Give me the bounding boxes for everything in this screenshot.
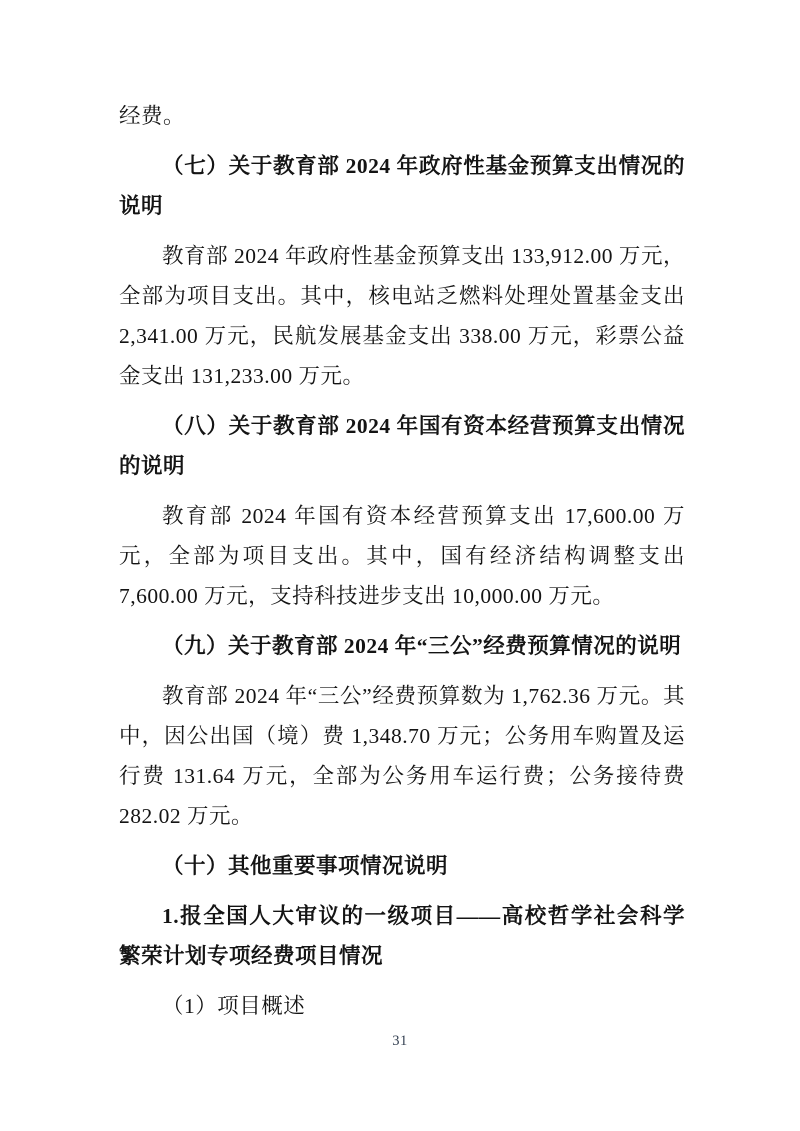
paragraph-project-overview-label: （1）项目概述 [162, 994, 306, 1018]
paragraph-continuation-funds: 经费。 [119, 104, 186, 128]
subheading-npc-reviewed-project: 1.报全国人大审议的一级项目——高校哲学社会科学繁荣计划专项经费项目情况 [119, 904, 685, 968]
paragraph-state-capital-budget-detail: 教育部 2024 年国有资本经营预算支出 17,600.00 万元，全部为项目支出。其中，国有经济结构调整支出 7,600.00 万元，支持科技进步支出 10,000.00 万元。 [119, 504, 685, 608]
section-heading-7-government-funds-budget: （七）关于教育部 2024 年政府性基金预算支出情况的说明 [119, 154, 685, 218]
section-heading-10-other-important-matters: （十）其他重要事项情况说明 [162, 854, 449, 878]
section-heading-8-state-capital-budget: （八）关于教育部 2024 年国有资本经营预算支出情况的说明 [119, 414, 685, 478]
page-number: 31 [392, 1033, 408, 1049]
section-heading-9-three-public-expenses: （九）关于教育部 2024 年“三公”经费预算情况的说明 [162, 634, 682, 658]
paragraph-government-funds-budget-detail: 教育部 2024 年政府性基金预算支出 133,912.00 万元，全部为项目支出。其中，核电站乏燃料处理处置基金支出 2,341.00 万元，民航发展基金支出 338.00 万元，彩票公益金支出 131,233.00 万元。 [119, 244, 685, 388]
paragraph-three-public-expenses-detail: 教育部 2024 年“三公”经费预算数为 1,762.36 万元。其中，因公出国（境）费 1,348.70 万元；公务用车购置及运行费 131.64 万元，全部为公务用车运行费；公务接待费 282.02 万元。 [119, 684, 685, 828]
document-body [119, 96, 685, 1026]
